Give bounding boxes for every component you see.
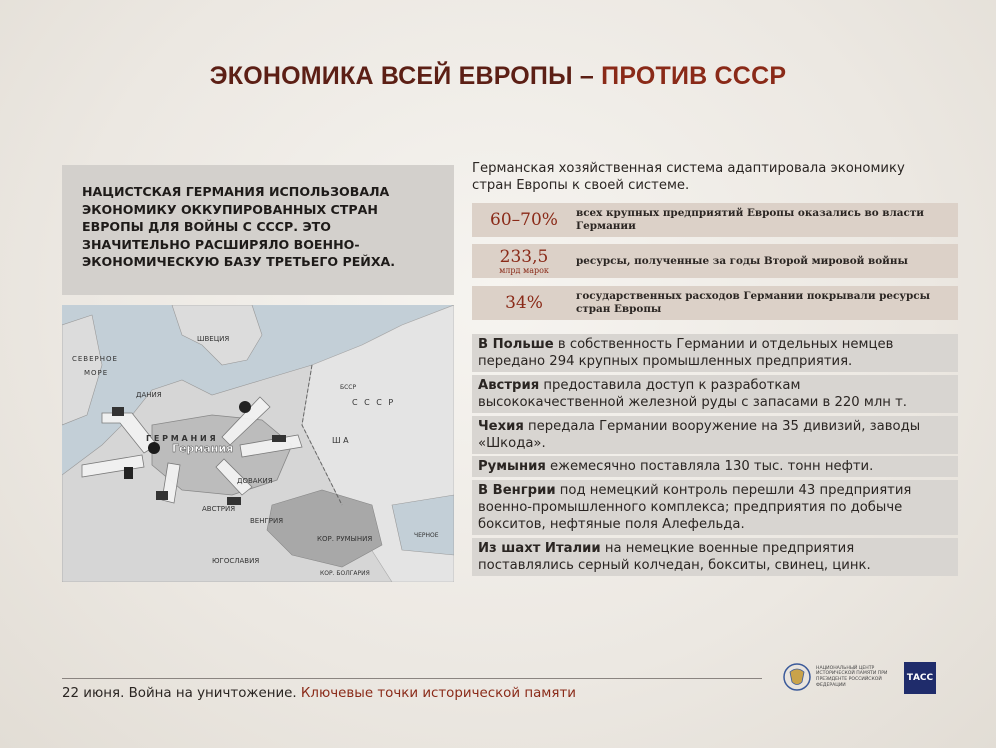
fact-text: предоставила доступ к разработкам высококачественной железной руды с запасами в 220 млн т. — [478, 378, 907, 410]
fact-lead: Румыния — [478, 459, 546, 474]
map-label-north-sea-1: СЕВЕРНОЕ — [72, 355, 118, 363]
fact-lead: В Венгрии — [478, 483, 556, 498]
fact-text: в собственность Германии и отдельных немцев передано 294 крупных промышленных предприятия. — [478, 337, 894, 369]
map-label-slovakia: ДОВАКИЯ — [237, 477, 273, 485]
map-label-hungary: ВЕНГРИЯ — [250, 517, 284, 525]
stat-description: всех крупных предприятий Европы оказались во власти Германии — [576, 207, 925, 232]
footer-date: 22 июня. Война на уничтожение. — [62, 686, 301, 701]
fact-austria — [472, 375, 958, 413]
stat-description: государственных расходов Германии покрывали ресурсы стран Европы — [576, 290, 931, 315]
fact-poland — [472, 334, 958, 372]
cattle-icon — [227, 497, 241, 505]
europe-map — [62, 305, 454, 582]
lead-text: НАЦИСТСКАЯ ГЕРМАНИЯ ИСПОЛЬЗОВАЛА ЭКОНОМИКУ ОККУПИРОВАННЫХ СТРАН ЕВРОПЫ ДЛЯ ВОЙНЫ С СССР. ЭТО ЗНАЧИТЕЛЬНО РАСШИРЯЛО ВОЕННО-ЭКОНОМИЧЕСКУЮ БАЗУ ТРЕТЬЕГО РЕЙХА. — [82, 184, 396, 269]
bomb-icon — [239, 401, 251, 413]
stat-unit: млрд марок — [499, 265, 549, 275]
fact-text: под немецкий контроль перешли 43 предприятия военно-промышленного комплекса; предприятия по добыче бокситов, нефтяные поля Алефельда. — [478, 483, 912, 532]
page-title — [0, 62, 996, 91]
map-label-yugoslavia: ЮГОСЛАВИЯ — [212, 557, 260, 565]
fact-czechia — [472, 416, 958, 454]
map-label-denmark: ДАНИЯ — [136, 391, 162, 399]
map-label-germany-center: Германия — [172, 442, 234, 455]
fact-lead: Из шахт Италии — [478, 541, 601, 556]
stat-value — [472, 211, 576, 229]
fact-lead: Чехия — [478, 419, 524, 434]
stat-number: 60–70% — [490, 210, 558, 230]
fact-lead: Австрия — [478, 378, 540, 393]
fact-lead: В Польше — [478, 337, 554, 352]
stat-description: ресурсы, полученные за годы Второй мировой войны — [576, 254, 908, 267]
stat-row — [472, 244, 958, 278]
map-label-germany: Г Е Р М А Н И Я — [146, 434, 216, 443]
map-label-ussr: С С С Р — [352, 398, 396, 407]
memory-center-text: НАЦИОНАЛЬНЫЙ ЦЕНТР ИСТОРИЧЕСКОЙ ПАМЯТИ ПРИ ПРЕЗИДЕНТЕ РОССИЙСКОЙ ФЕДЕРАЦИИ — [816, 665, 888, 688]
fact-text: ежемесячно поставляла 130 тыс. тонн нефти. — [545, 459, 874, 474]
map-label-bulgaria: КОР. БОЛГАРИЯ — [320, 570, 370, 577]
stat-row — [472, 286, 958, 320]
title-part-1: ЭКОНОМИКА ВСЕЙ ЕВРОПЫ – — [209, 62, 602, 90]
map-label-austria: АВСТРИЯ — [202, 505, 236, 513]
fact-text: на немецкие военные предприятия поставлялись серный колчедан, бокситы, свинец, цинк. — [478, 541, 871, 573]
title-part-2: ПРОТИВ СССР — [601, 62, 787, 90]
memory-center-logo — [782, 662, 896, 692]
tank-icon — [272, 435, 286, 442]
footer-subtitle: Ключевые точки исторической памяти — [300, 686, 576, 701]
intro-text: Германская хозяйственная система адаптировала экономику стран Европы к своей системе. — [472, 161, 905, 193]
fact-text: передала Германии вооружение на 35 дивизий, заводы «Шкода». — [478, 419, 921, 451]
stat-value — [472, 294, 576, 312]
footer — [62, 686, 576, 701]
fact-hungary — [472, 480, 958, 535]
footer-divider — [62, 678, 762, 679]
map-label-romania: КОР. РУМЫНИЯ — [317, 535, 373, 543]
tass-logo: ТАСС — [904, 662, 936, 694]
oil-icon — [124, 467, 133, 479]
map-label-sweden: ШВЕЦИЯ — [197, 335, 230, 343]
map-label-bssr: БССР — [340, 384, 357, 391]
industry-icon — [156, 491, 168, 500]
stat-number: 34% — [505, 293, 543, 313]
factory-icon — [112, 407, 124, 416]
stat-value — [472, 248, 576, 275]
map-label-black-sea: ЧЕРНОЕ — [414, 532, 439, 539]
fact-romania — [472, 456, 958, 477]
emblem-icon — [782, 662, 812, 692]
lead-box — [62, 165, 454, 295]
stat-row — [472, 203, 958, 237]
map-label-poland: Ш А — [332, 436, 349, 445]
stat-number: 233,5 — [499, 246, 549, 267]
fact-italy — [472, 538, 958, 576]
map-label-north-sea-2: МОРЕ — [84, 369, 109, 377]
